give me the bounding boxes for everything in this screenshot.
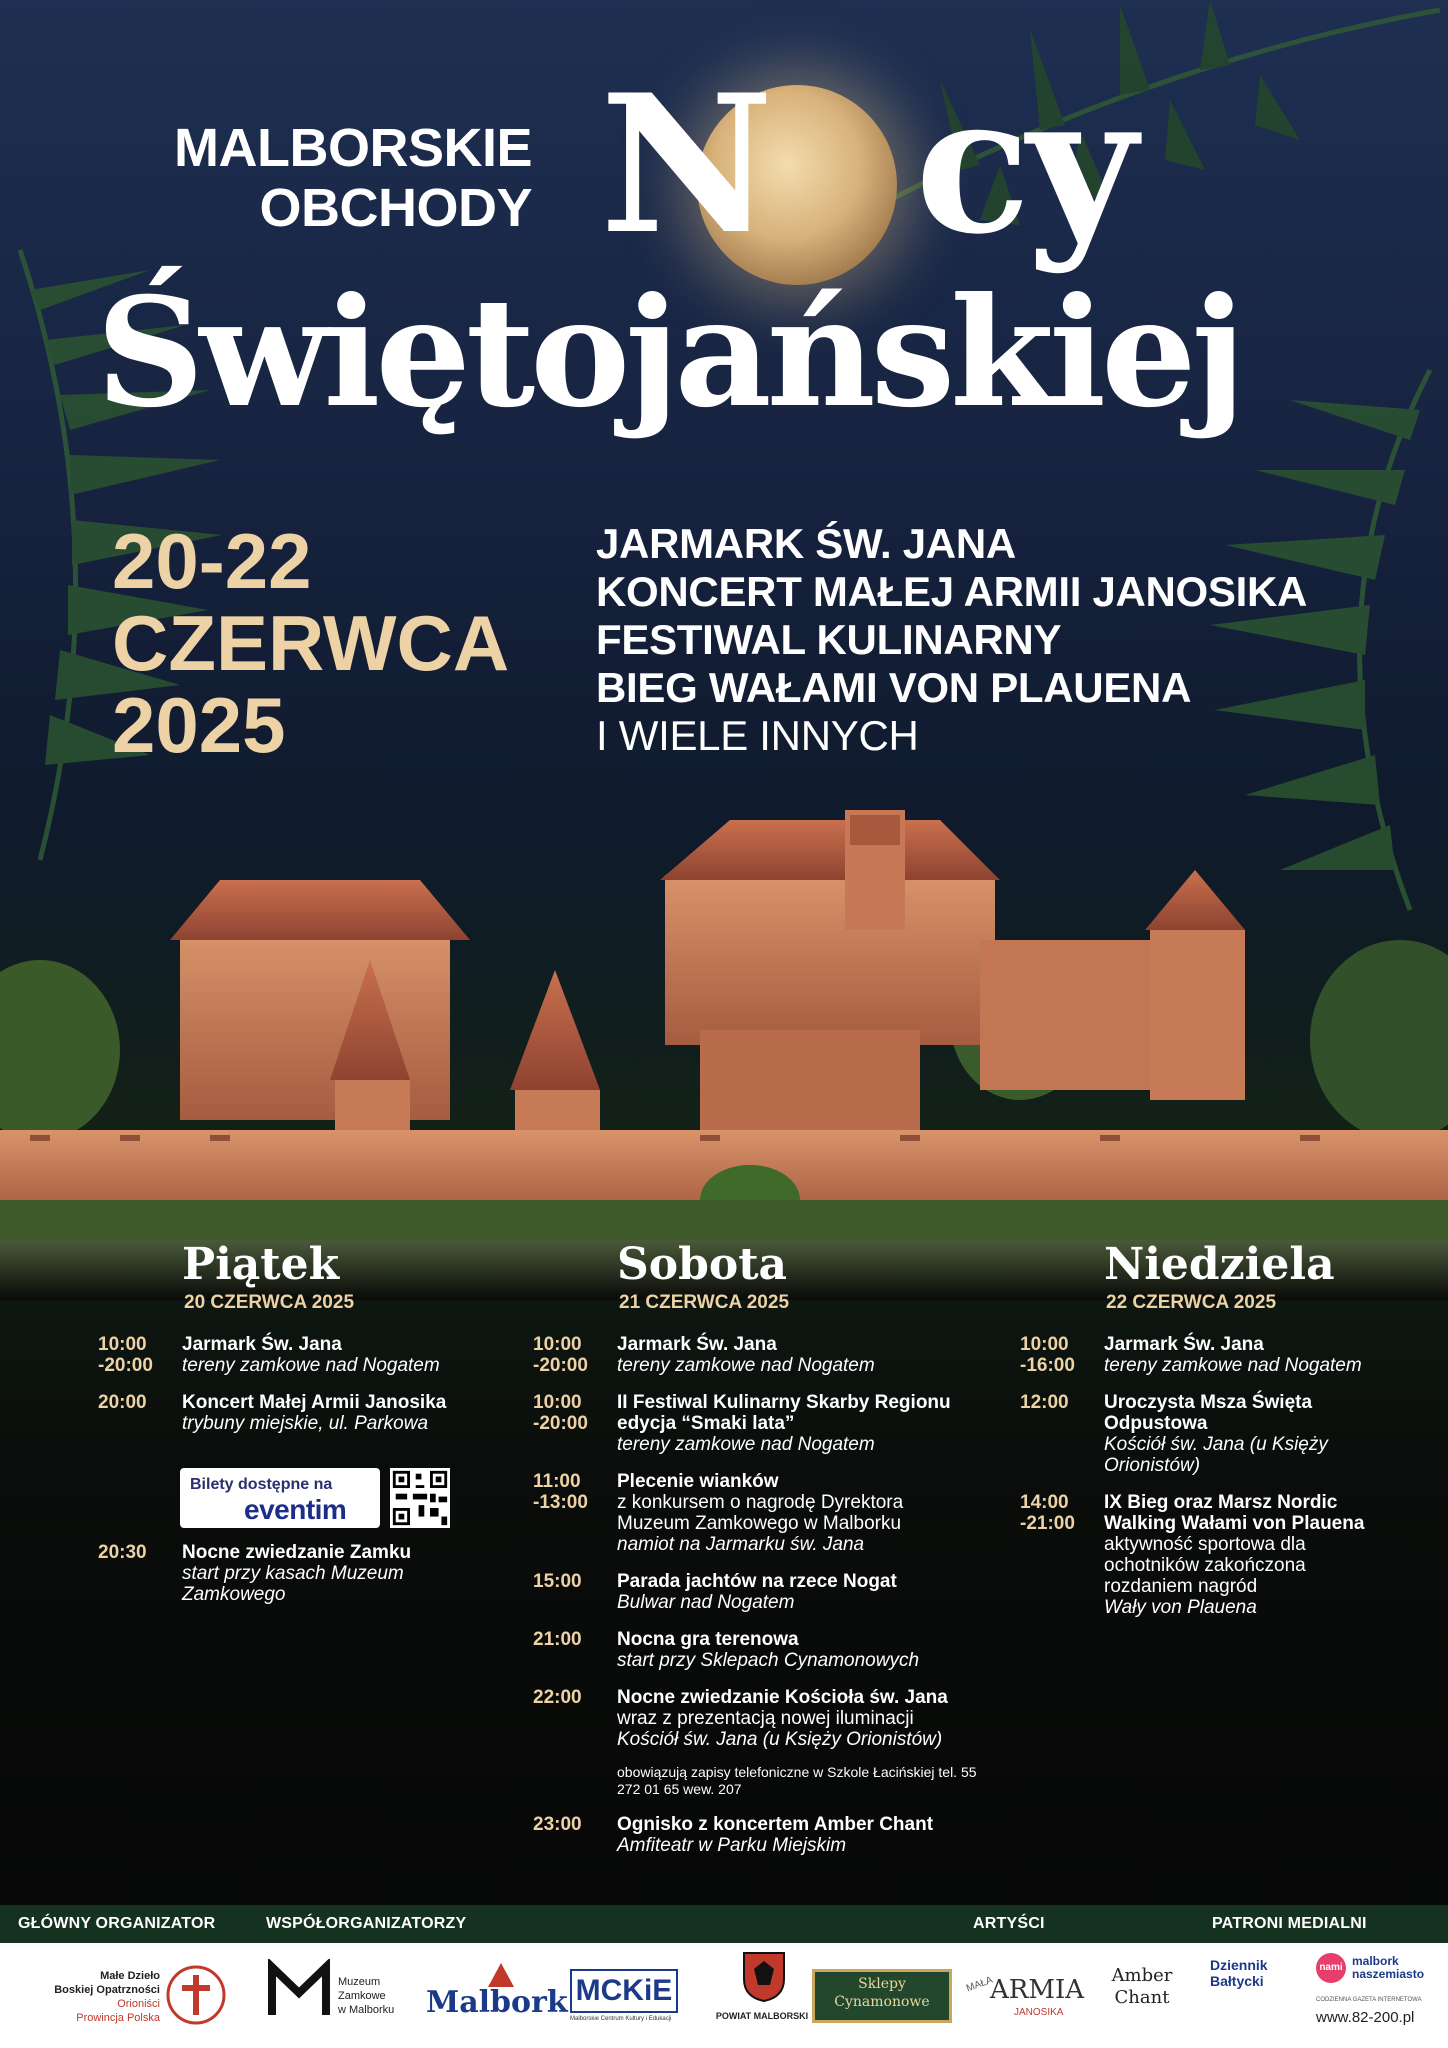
event-time: 10:00 -20:00 xyxy=(533,1392,588,1434)
attraction-item: KONCERT MAŁEJ ARMII JANOSIKA xyxy=(596,568,1308,615)
castle-icon xyxy=(488,1963,514,1987)
event-place: tereny zamkowe nad Nogatem xyxy=(182,1355,440,1376)
event-title: Nocna gra terenowa xyxy=(617,1629,799,1650)
logo-text: POWIAT MALBORSKI xyxy=(715,2011,809,2021)
logo-text: Małe Dzieło xyxy=(100,1970,160,1982)
day-column-friday xyxy=(98,1239,562,1621)
logo-text: Prowincja Polska xyxy=(76,2012,160,2024)
logo-text: Amber xyxy=(1111,1965,1173,1986)
logo-dziennik-baltycki xyxy=(1210,1957,1300,1989)
schedule-item xyxy=(533,1334,1017,1376)
event-title: Jarmark Św. Jana xyxy=(617,1334,777,1355)
logo-text: naszemiasto xyxy=(1352,1967,1425,1981)
header-line-2: OBCHODY xyxy=(259,178,532,238)
day-title: Piątek xyxy=(182,1239,340,1290)
schedule-item xyxy=(1020,1334,1404,1376)
logo-text: Orioniści xyxy=(117,1998,160,2010)
schedule-item xyxy=(98,1334,562,1376)
logo-text: www.82-200.pl xyxy=(1316,2009,1415,2026)
dates-line-1: 20-22 xyxy=(112,517,312,605)
orionist-cross-icon xyxy=(164,1963,228,2027)
schedule-item xyxy=(98,1542,562,1605)
main-organizer-label: GŁÓWNY ORGANIZATOR xyxy=(18,1915,216,1932)
event-title: Parada jachtów na rzece Nogat xyxy=(617,1571,897,1592)
event-title: Jarmark Św. Jana xyxy=(1104,1334,1264,1355)
artists-label: ARTYŚCI xyxy=(973,1915,1045,1932)
day-date: 22 CZERWCA 2025 xyxy=(1106,1292,1277,1313)
schedule-item xyxy=(533,1629,1017,1671)
event-place: tereny zamkowe nad Nogatem xyxy=(1104,1355,1362,1376)
attraction-item: JARMARK ŚW. JANA xyxy=(596,520,1016,567)
dates-line-2: CZERWCA xyxy=(112,599,510,687)
event-time: 15:00 xyxy=(533,1571,582,1592)
logo-text: Zamkowe xyxy=(338,1990,386,2002)
event-time: 10:00 -20:00 xyxy=(98,1334,153,1376)
event-place: start przy Sklepach Cynamonowych xyxy=(617,1650,920,1671)
header-subtitle xyxy=(120,118,532,238)
logo-text: Malbork xyxy=(426,1985,568,2020)
event-time: 22:00 xyxy=(533,1687,582,1708)
organizers-bar xyxy=(0,1905,1448,1943)
muzeum-m-icon xyxy=(268,1959,330,2021)
event-title: Jarmark Św. Jana xyxy=(182,1334,342,1355)
eventim-logo: eventim xyxy=(244,1494,347,1525)
attraction-item: I WIELE INNYCH xyxy=(596,712,919,759)
event-title: II Festiwal Kulinarny Skarby Regionu edycja “Smaki lata” xyxy=(617,1392,951,1434)
day-column-saturday xyxy=(533,1239,1017,1872)
schedule-item xyxy=(533,1471,1017,1555)
event-place: namiot na Jarmarku św. Jana xyxy=(617,1534,865,1555)
day-title: Sobota xyxy=(617,1239,788,1290)
logo-muzeum-zamkowe xyxy=(268,1959,395,2026)
day-date: 21 CZERWCA 2025 xyxy=(619,1292,790,1313)
sponsor-logos xyxy=(0,1943,1448,2048)
logo-text: Dziennik xyxy=(1210,1957,1268,1973)
event-title: Koncert Małej Armii Janosika xyxy=(182,1392,447,1413)
event-time: 11:00 -13:00 xyxy=(533,1471,588,1513)
event-time: 12:00 xyxy=(1020,1392,1069,1413)
event-title: Nocne zwiedzanie Kościoła św. Jana xyxy=(617,1687,948,1708)
event-place: Bulwar nad Nogatem xyxy=(617,1592,795,1613)
event-time: 14:00 -21:00 xyxy=(1020,1492,1075,1534)
eventim-button[interactable] xyxy=(180,1468,380,1528)
event-place: Kościół św. Jana (u Księży Orionistów) xyxy=(617,1729,943,1750)
schedule-item xyxy=(533,1571,1017,1613)
attraction-item: BIEG WAŁAMI VON PLAUENA xyxy=(596,664,1192,711)
logo-text: CODZIENNA GAZETA INTERNETOWA xyxy=(1316,1997,1422,2003)
event-place: trybuny miejskie, ul. Parkowa xyxy=(182,1413,429,1434)
day-date: 20 CZERWCA 2025 xyxy=(184,1292,355,1313)
event-place: tereny zamkowe nad Nogatem xyxy=(617,1434,875,1455)
event-place: Wały von Plauena xyxy=(1104,1597,1257,1618)
logo-amber-chant xyxy=(1102,1965,1182,2009)
malbork-castle-image xyxy=(0,780,1448,1300)
title-letter-n: N xyxy=(600,53,770,276)
day-column-sunday xyxy=(1020,1239,1404,1634)
event-title: Uroczysta Msza Święta Odpustowa xyxy=(1104,1392,1313,1434)
event-time: 10:00 -16:00 xyxy=(1020,1334,1075,1376)
event-title: Ognisko z koncertem Amber Chant xyxy=(617,1814,934,1835)
logo-text: Chant xyxy=(1114,1987,1170,2008)
logo-text: ARMIA xyxy=(990,1975,1085,2005)
logo-text: MAŁA xyxy=(964,1974,995,1995)
logo-text: malbork xyxy=(1352,1954,1399,1968)
logo-text: nami xyxy=(1316,1953,1346,1983)
event-title: IX Bieg oraz Marsz Nordic Walking Wałami von Plauena xyxy=(1104,1492,1365,1534)
attractions-list xyxy=(596,520,1307,760)
program-schedule xyxy=(0,1240,1448,1900)
event-time: 21:00 xyxy=(533,1629,582,1650)
schedule-item xyxy=(98,1392,562,1434)
event-title: Plecenie wianków xyxy=(617,1471,779,1492)
logo-sklepy-cynamonowe xyxy=(812,1969,952,2023)
logo-text: Bałtycki xyxy=(1210,1973,1264,1989)
schedule-item xyxy=(1020,1392,1404,1476)
event-description: wraz z prezentacją nowej iluminacji xyxy=(617,1708,914,1729)
event-place: start przy kasach Muzeum Zamkowego xyxy=(182,1563,404,1605)
event-place: tereny zamkowe nad Nogatem xyxy=(617,1355,875,1376)
schedule-item xyxy=(533,1392,1017,1455)
co-organizers-label: WSPÓŁORGANIZATORZY xyxy=(266,1915,467,1932)
event-note: obowiązują zapisy telefoniczne w Szkole Łacińskiej tel. 55 272 01 65 wew. 207 xyxy=(617,1764,977,1797)
page-title: Świętojańskiej xyxy=(96,265,1241,441)
schedule-item xyxy=(533,1814,1017,1856)
schedule-item xyxy=(533,1687,1017,1798)
attraction-item: FESTIWAL KULINARNY xyxy=(596,616,1062,663)
logo-text: w Malborku xyxy=(338,2004,395,2016)
tickets-banner[interactable] xyxy=(180,1468,452,1528)
event-time: 23:00 xyxy=(533,1814,582,1835)
dates-line-3: 2025 xyxy=(112,681,286,769)
tickets-label: Bilety dostępne na xyxy=(190,1476,333,1493)
logo-text: Boskiej Opatrzności xyxy=(54,1984,160,1996)
media-patrons-label: PATRONI MEDIALNI xyxy=(1212,1915,1367,1932)
event-title: Nocne zwiedzanie Zamku xyxy=(182,1542,412,1563)
logo-text: Cynamonowe xyxy=(834,1994,930,2010)
event-dates xyxy=(112,517,510,769)
logo-text: Muzeum xyxy=(338,1976,381,1988)
event-place: Amfiteatr w Parku Miejskim xyxy=(617,1835,847,1856)
event-place: Kościół św. Jana (u Księży Orionistów) xyxy=(1104,1434,1328,1476)
event-time: 20:30 xyxy=(98,1542,147,1563)
logo-text: MCKiE xyxy=(570,1969,678,2013)
event-time: 20:00 xyxy=(98,1392,147,1413)
title-letters-cy: cy xyxy=(915,53,1134,276)
day-title: Niedziela xyxy=(1104,1239,1335,1290)
event-description: aktywność sportowa dla ochotników zakończona rozdaniem nagród xyxy=(1104,1534,1306,1597)
coat-of-arms-icon xyxy=(742,1951,786,2003)
logo-text: JANOSIKA xyxy=(1014,2007,1064,2018)
schedule-item xyxy=(1020,1492,1404,1618)
header-line-1: MALBORSKIE xyxy=(174,118,532,178)
event-time: 10:00 -20:00 xyxy=(533,1334,588,1376)
logo-text: Malborskie Centrum Kultury i Edukacji xyxy=(570,2016,672,2022)
event-description: z konkursem o nagrodę Dyrektora Muzeum Zamkowego w Malborku xyxy=(617,1492,904,1534)
qr-code-icon[interactable] xyxy=(390,1468,450,1528)
logo-text: Sklepy xyxy=(858,1976,906,1992)
